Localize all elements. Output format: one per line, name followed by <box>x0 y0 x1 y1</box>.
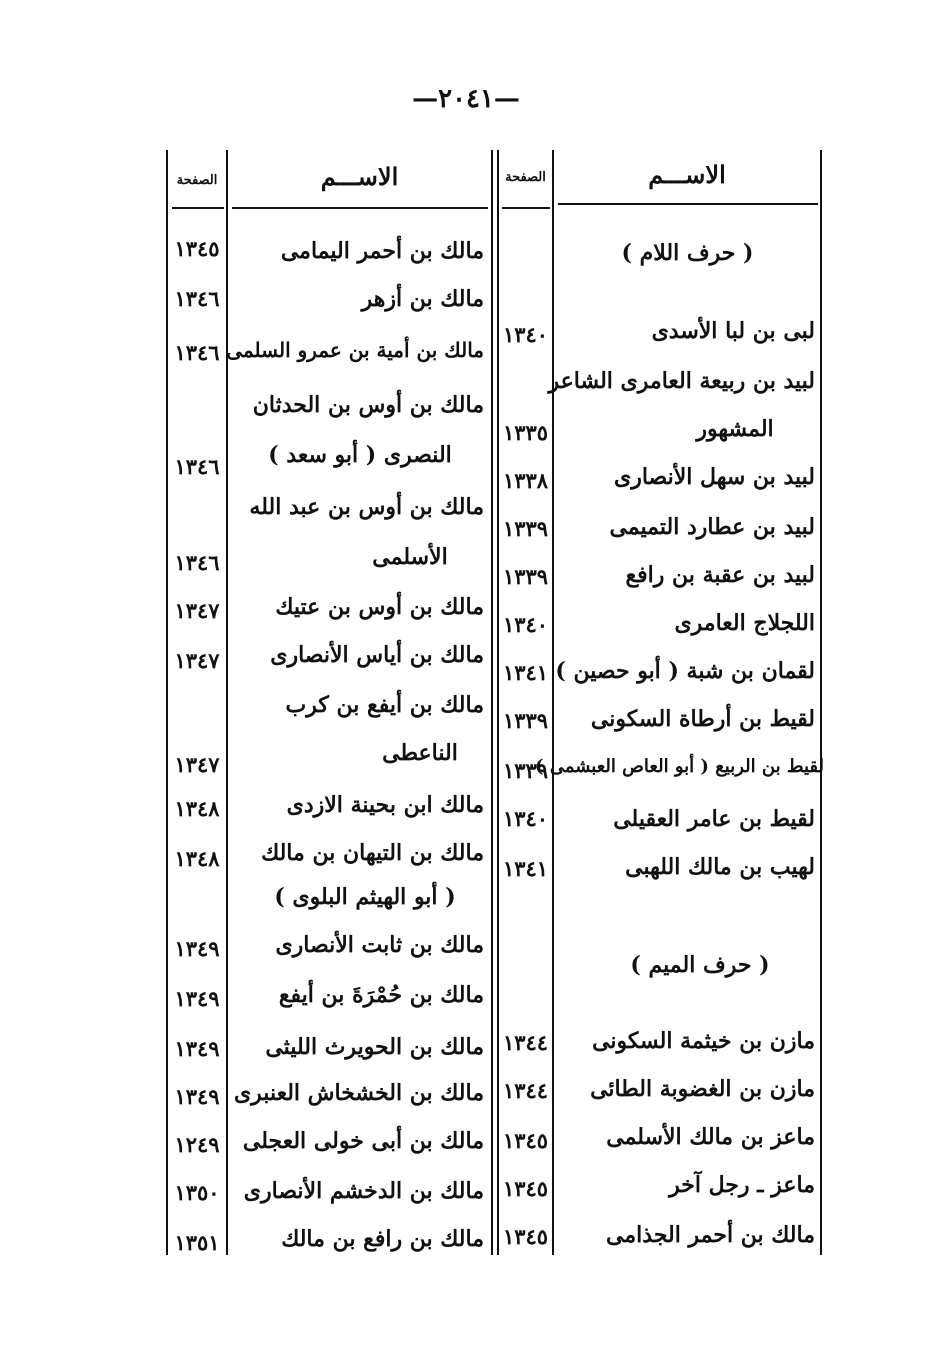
page-ref: ١٢٤٩ <box>174 1132 220 1157</box>
list-item: مازن بن خيثمة السكونى <box>592 1028 815 1054</box>
header-underline-left-page <box>172 207 224 209</box>
list-item: مالك بن أوس بن الحدثان <box>252 392 484 418</box>
list-item: مالك بن أبى خولى العجلى <box>242 1128 484 1154</box>
page-ref: ١٣٤٩ <box>174 1084 220 1109</box>
list-item: لبى بن لبا الأسدى <box>651 318 815 344</box>
list-item: مالك بن الحويرث الليثى <box>265 1034 484 1060</box>
section-heading-lam: ( حرف اللام ) <box>621 240 754 266</box>
list-item: مالك بن حُمْرَةَ بن أيفع <box>278 982 484 1008</box>
page-ref: ١٣٤٠ <box>502 322 549 347</box>
page-ref: ١٣٣٥ <box>502 420 549 445</box>
list-item: مالك بن أوس بن عبد الله <box>249 494 484 520</box>
page-ref: ١٣٤٤ <box>502 1078 549 1103</box>
page-ref: ١٣٤٧ <box>174 752 220 777</box>
section-heading-mim: ( حرف الميم ) <box>630 952 770 978</box>
list-item: لبيد بن سهل الأنصارى <box>613 464 815 490</box>
list-item: الأسلمى <box>372 544 448 570</box>
page-ref: ١٣٤٩ <box>174 986 220 1011</box>
page-ref: ١٣٣٩ <box>502 516 549 541</box>
page-ref: ١٣٤٦ <box>174 454 220 479</box>
list-item: مالك بن الخشخاش العنبرى <box>233 1080 484 1106</box>
column-divider-left-page <box>226 150 228 1255</box>
column-divider-right-page <box>552 150 554 1255</box>
list-item: مالك بن أحمر اليمامى <box>280 238 484 264</box>
list-item: لبيد بن عقبة بن رافع <box>625 562 815 588</box>
list-item: ماعز ـ رجل آخر <box>669 1172 815 1198</box>
header-name-right: الاســـم <box>648 160 726 189</box>
page-ref: ١٣٤٨ <box>174 846 220 871</box>
list-item: المشهور <box>696 416 774 442</box>
list-item: مالك بن أمية بن عمرو السلمى <box>226 338 484 362</box>
page-ref: ١٣٤٥ <box>502 1128 549 1153</box>
page-ref: ١٣٣٩ <box>502 564 549 589</box>
header-underline-left-name <box>232 207 488 209</box>
page-ref: ١٣٤١ <box>502 856 549 881</box>
list-item: لبيد بن ربيعة العامرى الشاعر <box>548 368 815 394</box>
page-ref: ١٣٥٠ <box>174 1180 220 1205</box>
list-item: لقيط بن الربيع ( أبو العاص العبشمى ) <box>535 756 824 777</box>
list-item: ( أبو الهيثم البلوى ) <box>274 884 456 910</box>
page-ref: ١٣٤١ <box>502 660 549 685</box>
list-item: مالك بن أيفع بن كرب <box>285 692 484 718</box>
header-underline-right-page <box>502 207 550 209</box>
list-item: مالك بن التيهان بن مالك <box>261 840 484 866</box>
list-item: مالك ابن بحينة الازدى <box>286 792 484 818</box>
list-item: مالك بن أوس بن عتيك <box>275 594 484 620</box>
header-page-left: الصفحة <box>176 173 218 188</box>
list-item: مالك بن الدخشم الأنصارى <box>243 1178 484 1204</box>
page-ref: ١٣٤٤ <box>502 1030 549 1055</box>
list-item: لبيد بن عطارد التميمى <box>609 514 815 540</box>
page-ref: ١٣٤٦ <box>174 286 220 311</box>
list-item: مالك بن أياس الأنصارى <box>270 642 484 668</box>
page-ref: ١٣٤٧ <box>174 598 220 623</box>
list-item: مالك بن أحمر الجذامى <box>606 1222 815 1248</box>
page-ref: ١٣٤٥ <box>502 1224 549 1249</box>
page-ref: ١٣٤٥ <box>174 236 220 261</box>
list-item: لهيب بن مالك اللهبى <box>625 854 815 880</box>
list-item: لقمان بن شبة ( أبو حصين ) <box>555 658 815 684</box>
page-ref: ١٣٤٦ <box>174 340 220 365</box>
list-item: النصرى ( أبو سعد ) <box>268 442 452 468</box>
header-name-left: الاســـم <box>320 162 399 191</box>
page-ref: ١٣٣٨ <box>502 468 549 493</box>
list-item: مازن بن الغضوبة الطائى <box>590 1076 815 1102</box>
list-item: مالك بن ثابت الأنصارى <box>275 932 484 958</box>
page-ref: ١٣٤٠ <box>502 612 549 637</box>
page-ref: ١٣٤٩ <box>174 936 220 961</box>
page-number: —٢٠٤١— <box>412 84 520 114</box>
page-ref: ١٣٤٥ <box>502 1176 549 1201</box>
page-ref: ١٣٤٦ <box>174 550 220 575</box>
header-page-right: الصفحة <box>505 170 546 185</box>
page-ref: ١٣٤٧ <box>174 648 220 673</box>
list-item: الناعطى <box>382 740 458 766</box>
page-ref: ١٣٣٩ <box>502 758 549 783</box>
column-divider-center-a <box>491 150 493 1255</box>
list-item: مالك بن رافع بن مالك <box>281 1226 484 1252</box>
page-ref: ١٣٣٩ <box>502 708 549 733</box>
table-border-right <box>820 150 822 1255</box>
header-underline-right-name <box>558 203 818 205</box>
list-item: لقيط بن أرطاة السكونى <box>590 706 815 732</box>
list-item: اللجلاج العامرى <box>674 610 815 636</box>
list-item: لقيط بن عامر العقيلى <box>613 806 815 832</box>
page-ref: ١٣٤٠ <box>502 806 549 831</box>
page-ref: ١٣٤٩ <box>174 1036 220 1061</box>
list-item: مالك بن أزهر <box>361 286 484 312</box>
list-item: ماعز بن مالك الأسلمى <box>606 1124 815 1150</box>
page-ref: ١٣٥١ <box>174 1230 220 1255</box>
page-ref: ١٣٤٨ <box>174 796 220 821</box>
